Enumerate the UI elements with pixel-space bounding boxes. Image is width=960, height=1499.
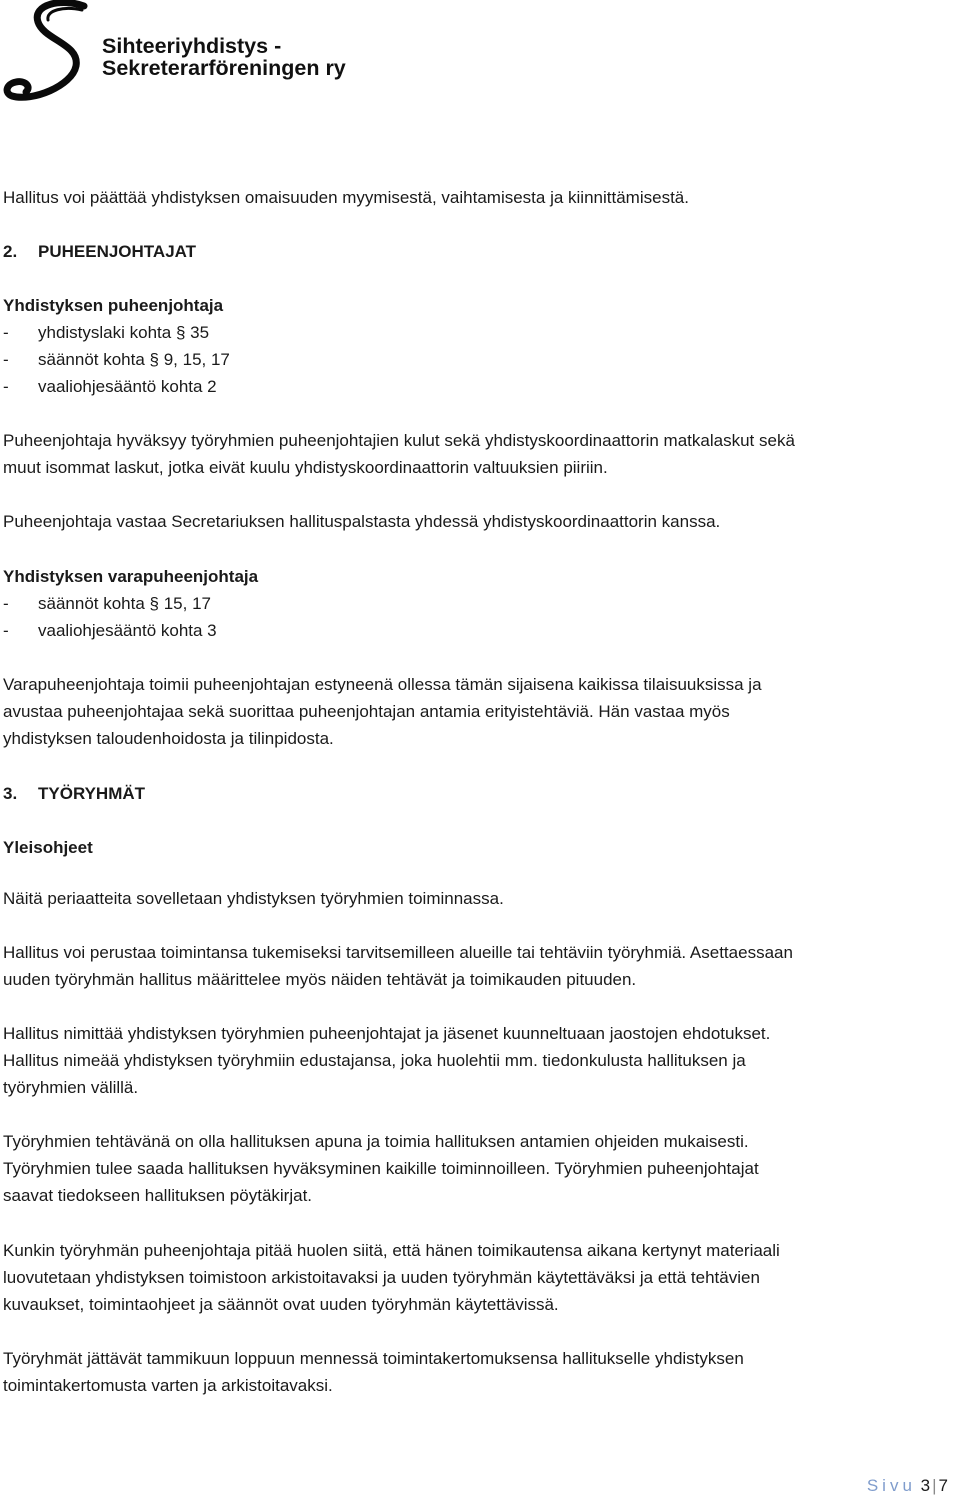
page-number: 3 [920, 1476, 931, 1495]
workgroups-paragraph-line: Hallitus nimeää yhdistyksen työryhmiin edustajansa, joka huolehtii mm. tiedonkulusta hallituksen ja [3, 1051, 746, 1070]
workgroups-paragraph-line: Kunkin työryhmän puheenjohtaja pitää huolen siitä, että hänen toimikautensa aikana kertynyt materiaali [3, 1241, 780, 1260]
workgroups-paragraph-line: Hallitus nimittää yhdistyksen työryhmien puheenjohtajat ja jäsenet kuunneltuaan jaostojen ehdotukset. [3, 1024, 771, 1043]
workgroups-paragraph: Näitä periaatteita sovelletaan yhdistyksen työryhmien toiminnassa. [3, 889, 504, 908]
intro-paragraph: Hallitus voi päättää yhdistyksen omaisuuden myymisestä, vaihtamisesta ja kiinnittämisestä. [3, 188, 689, 207]
workgroups-paragraph-line: kuvaukset, toimintaohjeet ja säännöt ovat uuden työryhmän käytettävissä. [3, 1295, 559, 1314]
chair-heading: Yhdistyksen puheenjohtaja [3, 296, 224, 315]
section-title: TYÖRYHMÄT [38, 784, 146, 803]
vice-paragraph-line: Varapuheenjohtaja toimii puheenjohtajan estyneenä ollessa tämän sijaisena kaikissa tilaisuuksissa ja [3, 675, 762, 694]
chair-paragraph-line: muut isommat laskut, jotka eivät kuulu yhdistyskoordinaattorin valtuuksien piiriin. [3, 458, 608, 477]
section-number: 2. [3, 242, 18, 261]
page-footer [867, 1472, 948, 1499]
section-heading-3 [3, 780, 958, 807]
workgroups-paragraph-line: toimintakertomusta varten ja arkistoitavaksi. [3, 1376, 333, 1395]
section-title: PUHEENJOHTAJAT [38, 242, 197, 261]
vice-chair-heading: Yhdistyksen varapuheenjohtaja [3, 567, 259, 586]
chair-ref-item: - vaaliohjesääntö kohta 2 [3, 377, 217, 396]
logo-swash-s-mark [2, 0, 112, 108]
vice-paragraph-line: avustaa puheenjohtajaa sekä suorittaa puheenjohtajan antamia erityistehtäviä. Hän vastaa myös [3, 702, 730, 721]
vice-ref-item: - säännöt kohta § 15, 17 [3, 594, 211, 613]
organization-logo [2, 0, 352, 108]
workgroups-paragraph-line: luovutetaan yhdistyksen toimistoon arkistoitavaksi ja uuden työryhmän käytettäväksi ja että tehtävien [3, 1268, 760, 1287]
logo-text-line2: Sekreterarföreningen ry [102, 56, 346, 80]
chair-paragraph-line: Puheenjohtaja hyväksyy työryhmien puheenjohtajien kulut sekä yhdistyskoordinaattorin matkalaskut sekä [3, 431, 795, 450]
page-total: 7 [938, 1476, 948, 1495]
workgroups-paragraph-line: työryhmien välillä. [3, 1078, 139, 1097]
page-label: Sivu [866, 1476, 916, 1495]
general-instructions-heading: Yleisohjeet [3, 838, 93, 857]
workgroups-paragraph-line: Työryhmät jättävät tammikuun loppuun mennessä toimintakertomuksensa hallitukselle yhdistyksen [3, 1349, 744, 1368]
logo-text-line1: Sihteeriyhdistys - [102, 34, 282, 58]
vice-paragraph-line: yhdistyksen taloudenhoidosta ja tilinpidosta. [3, 729, 334, 748]
chair-ref-item: - yhdistyslaki kohta § 35 [3, 323, 210, 342]
workgroups-paragraph-line: uuden työryhmän hallitus määrittelee myös näiden tehtävät ja toimikauden pituuden. [3, 970, 637, 989]
workgroups-paragraph-line: Työryhmien tehtävänä on olla hallituksen apuna ja toimia hallituksen antamien ohjeiden mukaisesti. [3, 1132, 749, 1151]
workgroups-paragraph-line: Työryhmien tulee saada hallituksen hyväksyminen kaikille toiminnoilleen. Työryhmien puheenjohtajat [3, 1159, 759, 1178]
section-heading-2 [3, 238, 958, 265]
chair-paragraph-2: Puheenjohtaja vastaa Secretariuksen hallituspalstasta yhdessä yhdistyskoordinaattorin kanssa. [3, 512, 721, 531]
vice-ref-item: - vaaliohjesääntö kohta 3 [3, 621, 217, 640]
workgroups-paragraph-line: Hallitus voi perustaa toimintansa tukemiseksi tarvitsemilleen alueille tai tehtäviin työryhmiä. Asettaessaan [3, 943, 793, 962]
workgroups-paragraph-line: saavat tiedokseen hallituksen pöytäkirjat. [3, 1186, 313, 1205]
section-number: 3. [3, 784, 18, 803]
chair-ref-item: - säännöt kohta § 9, 15, 17 [3, 350, 230, 369]
page-separator: | [932, 1476, 937, 1495]
